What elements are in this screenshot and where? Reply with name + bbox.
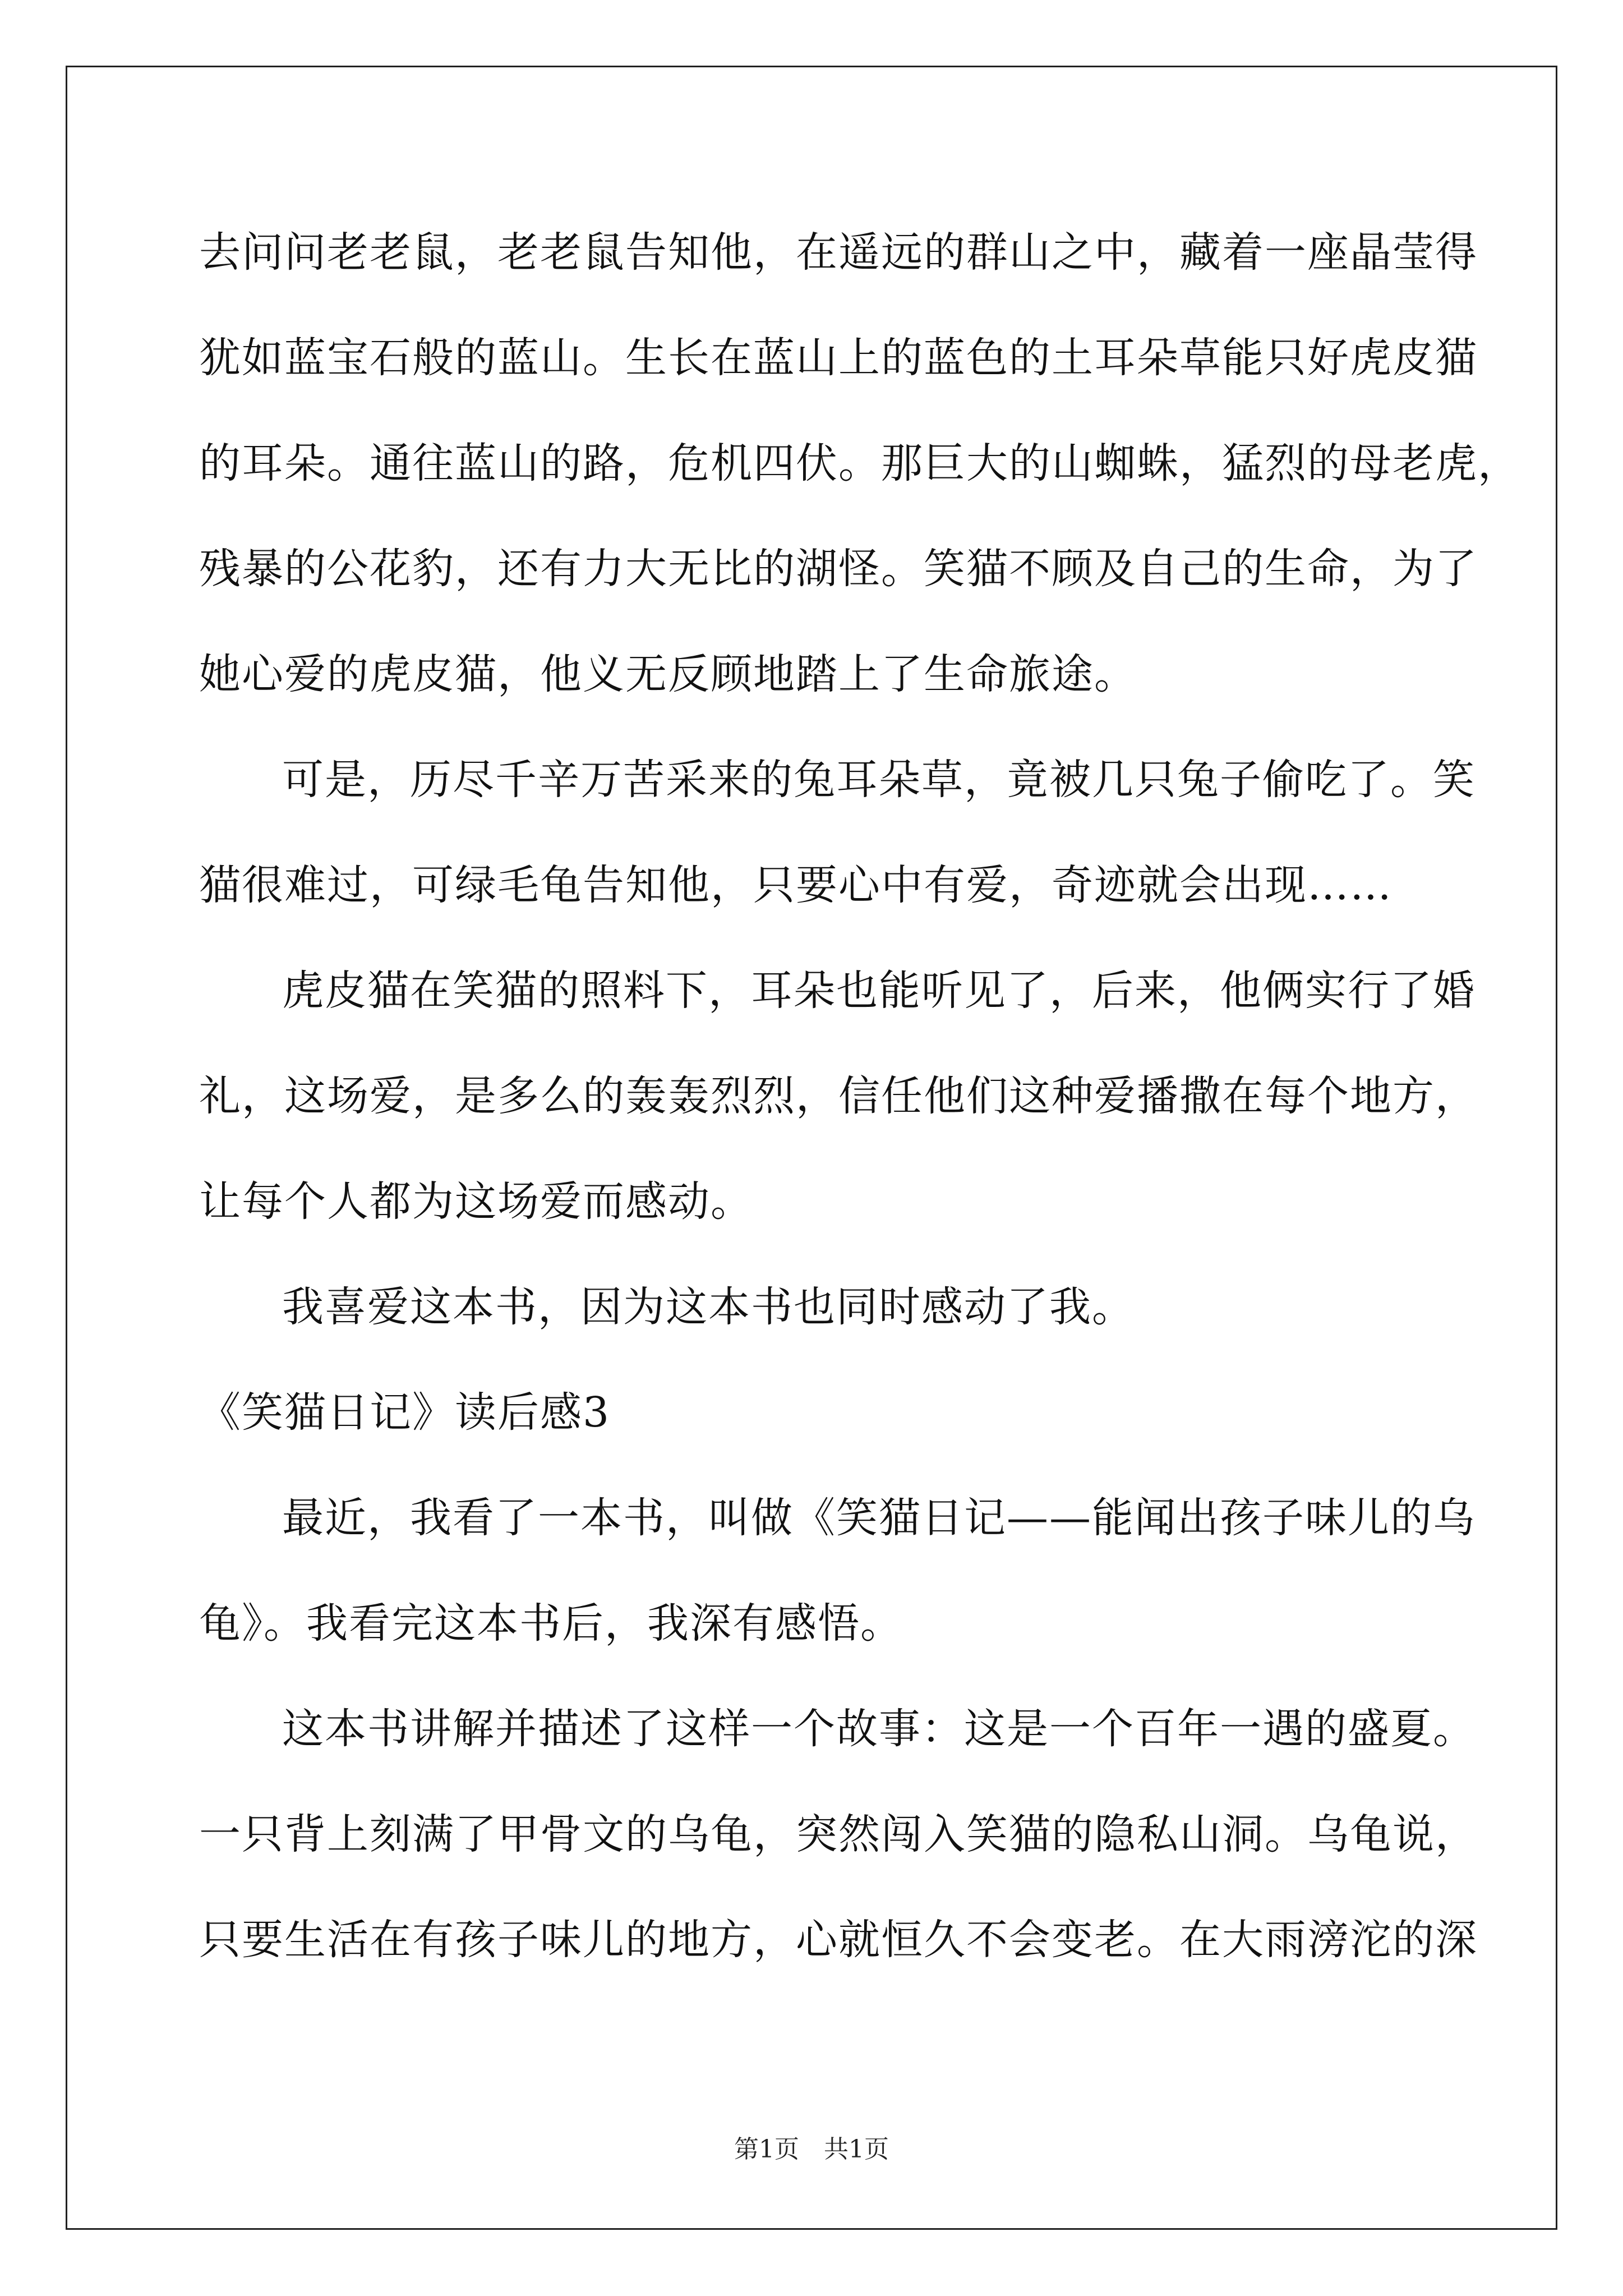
- paragraph-start-line: 这本书讲解并描述了这样一个故事：这是一个百年一遇的盛夏。: [282, 1705, 1476, 1753]
- text-line: 猫很难过，可绿毛龟告知他，只要心中有爱，奇迹就会出现……: [199, 861, 1393, 909]
- text-line: 犹如蓝宝石般的蓝山。生长在蓝山上的蓝色的土耳朵草能只好虎皮猫: [199, 334, 1478, 382]
- text-line: 残暴的公花豹，还有力大无比的湖怪。笑猫不顾及自己的生命，为了: [199, 545, 1478, 593]
- text-line: 的耳朵。通往蓝山的路，危机四伏。那巨大的山蜘蛛，猛烈的母老虎，: [199, 439, 1520, 487]
- page-footer: 第1页 共1页: [734, 2135, 889, 2164]
- document-body: [199, 219, 1520, 2012]
- text-line: 去问问老老鼠，老老鼠告知他，在遥远的群山之中，藏着一座晶莹得: [199, 228, 1478, 277]
- text-line: 礼，这场爱，是多么的轰轰烈烈，信任他们这种爱播撒在每个地方，: [199, 1072, 1478, 1120]
- section-heading: 《笑猫日记》读后感3: [199, 1388, 611, 1437]
- paragraph-start-line: 虎皮猫在笑猫的照料下，耳朵也能听见了，后来，他俩实行了婚: [282, 967, 1476, 1015]
- paragraph-start-line: 可是，历尽千辛万苦采来的兔耳朵草，竟被几只兔子偷吃了。笑: [282, 756, 1476, 804]
- text-line: 让每个人都为这场爱而感动。: [199, 1177, 753, 1226]
- text-line: 一只背上刻满了甲骨文的乌龟，突然闯入笑猫的隐私山洞。乌龟说，: [199, 1810, 1478, 1858]
- text-line: 只要生活在有孩子味儿的地方，心就恒久不会变老。在大雨滂沱的深: [199, 1916, 1478, 1964]
- text-line: 龟》。我看完这本书后，我深有感悟。: [199, 1599, 903, 1648]
- text-line: 她心爱的虎皮猫，他义无反顾地踏上了生命旅途。: [199, 650, 1137, 698]
- paragraph-start-line: 我喜爱这本书，因为这本书也同时感动了我。: [282, 1283, 1135, 1331]
- paragraph-start-line: 最近，我看了一本书，叫做《笑猫日记——能闻出孩子味儿的乌: [282, 1494, 1476, 1542]
